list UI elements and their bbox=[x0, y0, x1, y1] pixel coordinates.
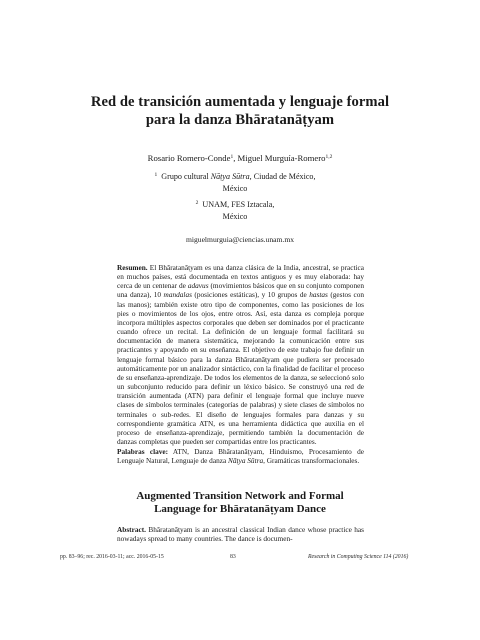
paper-title bbox=[60, 93, 420, 129]
affiliation-text: UNAM, FES Iztacala, bbox=[202, 200, 275, 209]
affiliation-1 bbox=[130, 170, 340, 195]
author-separator: , bbox=[233, 153, 238, 163]
affiliation-italic: Nāṭya Sūtra bbox=[210, 172, 250, 181]
keywords-term: Nāṭya Sūtra bbox=[228, 456, 264, 466]
abstract-es bbox=[117, 263, 364, 446]
keywords-text: ATN, Danza Bhāratanāṭyam, Hinduismo, Procesamiento de Lenguaje Natural, Lenguaje de danza bbox=[117, 447, 364, 466]
abstract-text: (gestos con las manos); también existe otro tipo de componentes, como las posiciones de los pies o movimientos de los ojos, entre otros. Así, esta danza es compleja porque incorpora múltiples aspectos corporales que deben ser dominados por el practicante cuando ofrece un recital. La definición de un lenguaje formal facilitará su documentación de manera sistemática, mejorando la comunicación entre sus practicantes y apoyando en su enseñanza. El objetivo de este trabajo fue definir un lenguaje formal básico para la danza Bhāratanāṭyam que pudiera ser procesado automáticamente por un analizador sintáctico, con la finalidad de facilitar el proceso de su enseñanza-aprendizaje. De todos los elementos de la danza, se seleccionó solo un subconjunto reducido para definir un léxico básico. Se construyó una red de transición aumentada (ATN) para definir el lenguaje formal que incluye nueve clases de símbolos terminales (categorías de palabras) y siete clases de símbolos no terminales o sub-redes. El diseño de lenguajes formales para danzas y su correspondiente gramática ATN, es una herramienta didáctica que auxilia en el proceso de enseñanza-aprendizaje, permitiendo también la documentación de danzas completas que pueden ser compartidas entre los practicantes. bbox=[117, 290, 365, 446]
keywords bbox=[117, 447, 364, 465]
english-title-line-1: Augmented Transition Network and Formal bbox=[136, 490, 344, 502]
abstract-term: mandalas bbox=[163, 290, 192, 300]
abstract-text: El Bhāratanāṭyam es una danza clásica de la India, ancestral, se practica en muchos países, está documentada en textos antiguos y es muy elaborada: hay cerca de un centenar de bbox=[117, 263, 364, 291]
abstract-text: (posiciones estáticas), y 10 grupos de bbox=[191, 290, 310, 300]
title-line-1: Red de transición aumentada y lenguaje formal bbox=[90, 94, 390, 110]
keywords-label: Palabras clave: bbox=[117, 447, 169, 456]
author-affiliation-mark: 1,2 bbox=[325, 154, 333, 160]
affiliation-2 bbox=[130, 198, 340, 223]
abstract-text: (movimientos básicos que en su conjunto componen una danza), 10 bbox=[117, 281, 364, 300]
abstract-label: Resumen. bbox=[117, 263, 148, 272]
contact-email[interactable]: miguelmurguia@ciencias.unam.mx bbox=[185, 235, 295, 244]
author-affiliation-mark: 1 bbox=[230, 154, 234, 160]
abstract-en bbox=[117, 525, 364, 543]
affiliation-text: , Ciudad de México, bbox=[249, 172, 316, 181]
footer-page-number: 83 bbox=[230, 554, 236, 560]
footer-journal: Research in Computing Science 114 (2016) bbox=[308, 554, 409, 560]
keywords-text: , Gramáticas transformacionales. bbox=[263, 456, 360, 466]
author-name: Rosario Romero-Conde bbox=[147, 153, 231, 163]
affiliation-mark: 1 bbox=[154, 172, 158, 178]
affiliation-country: México bbox=[222, 211, 248, 221]
english-title bbox=[80, 490, 400, 516]
affiliation-mark: 2 bbox=[195, 200, 199, 206]
abstract-term: hastas bbox=[309, 290, 328, 300]
affiliation-country: México bbox=[222, 183, 248, 193]
abstract-term: adavus bbox=[187, 281, 209, 291]
author-list bbox=[60, 152, 420, 164]
author-name: Miguel Murguía-Romero bbox=[237, 153, 326, 163]
abstract-en-text: Bhāratanāṭyam is an ancestral classical Indian dance whose practice has nowadays spread to many countries. The dance is documen- bbox=[117, 525, 364, 544]
footer-dates: pp. 83–96; rec. 2016-03-11; acc. 2016-05-15 bbox=[60, 554, 164, 560]
english-title-line-2: Language for Bhāratanāṭyam Dance bbox=[154, 503, 326, 515]
affiliation-text: Grupo cultural bbox=[161, 172, 211, 181]
abstract-en-label: Abstract. bbox=[117, 525, 146, 534]
title-line-2: para la danza Bhāratanāṭyam bbox=[145, 112, 335, 128]
